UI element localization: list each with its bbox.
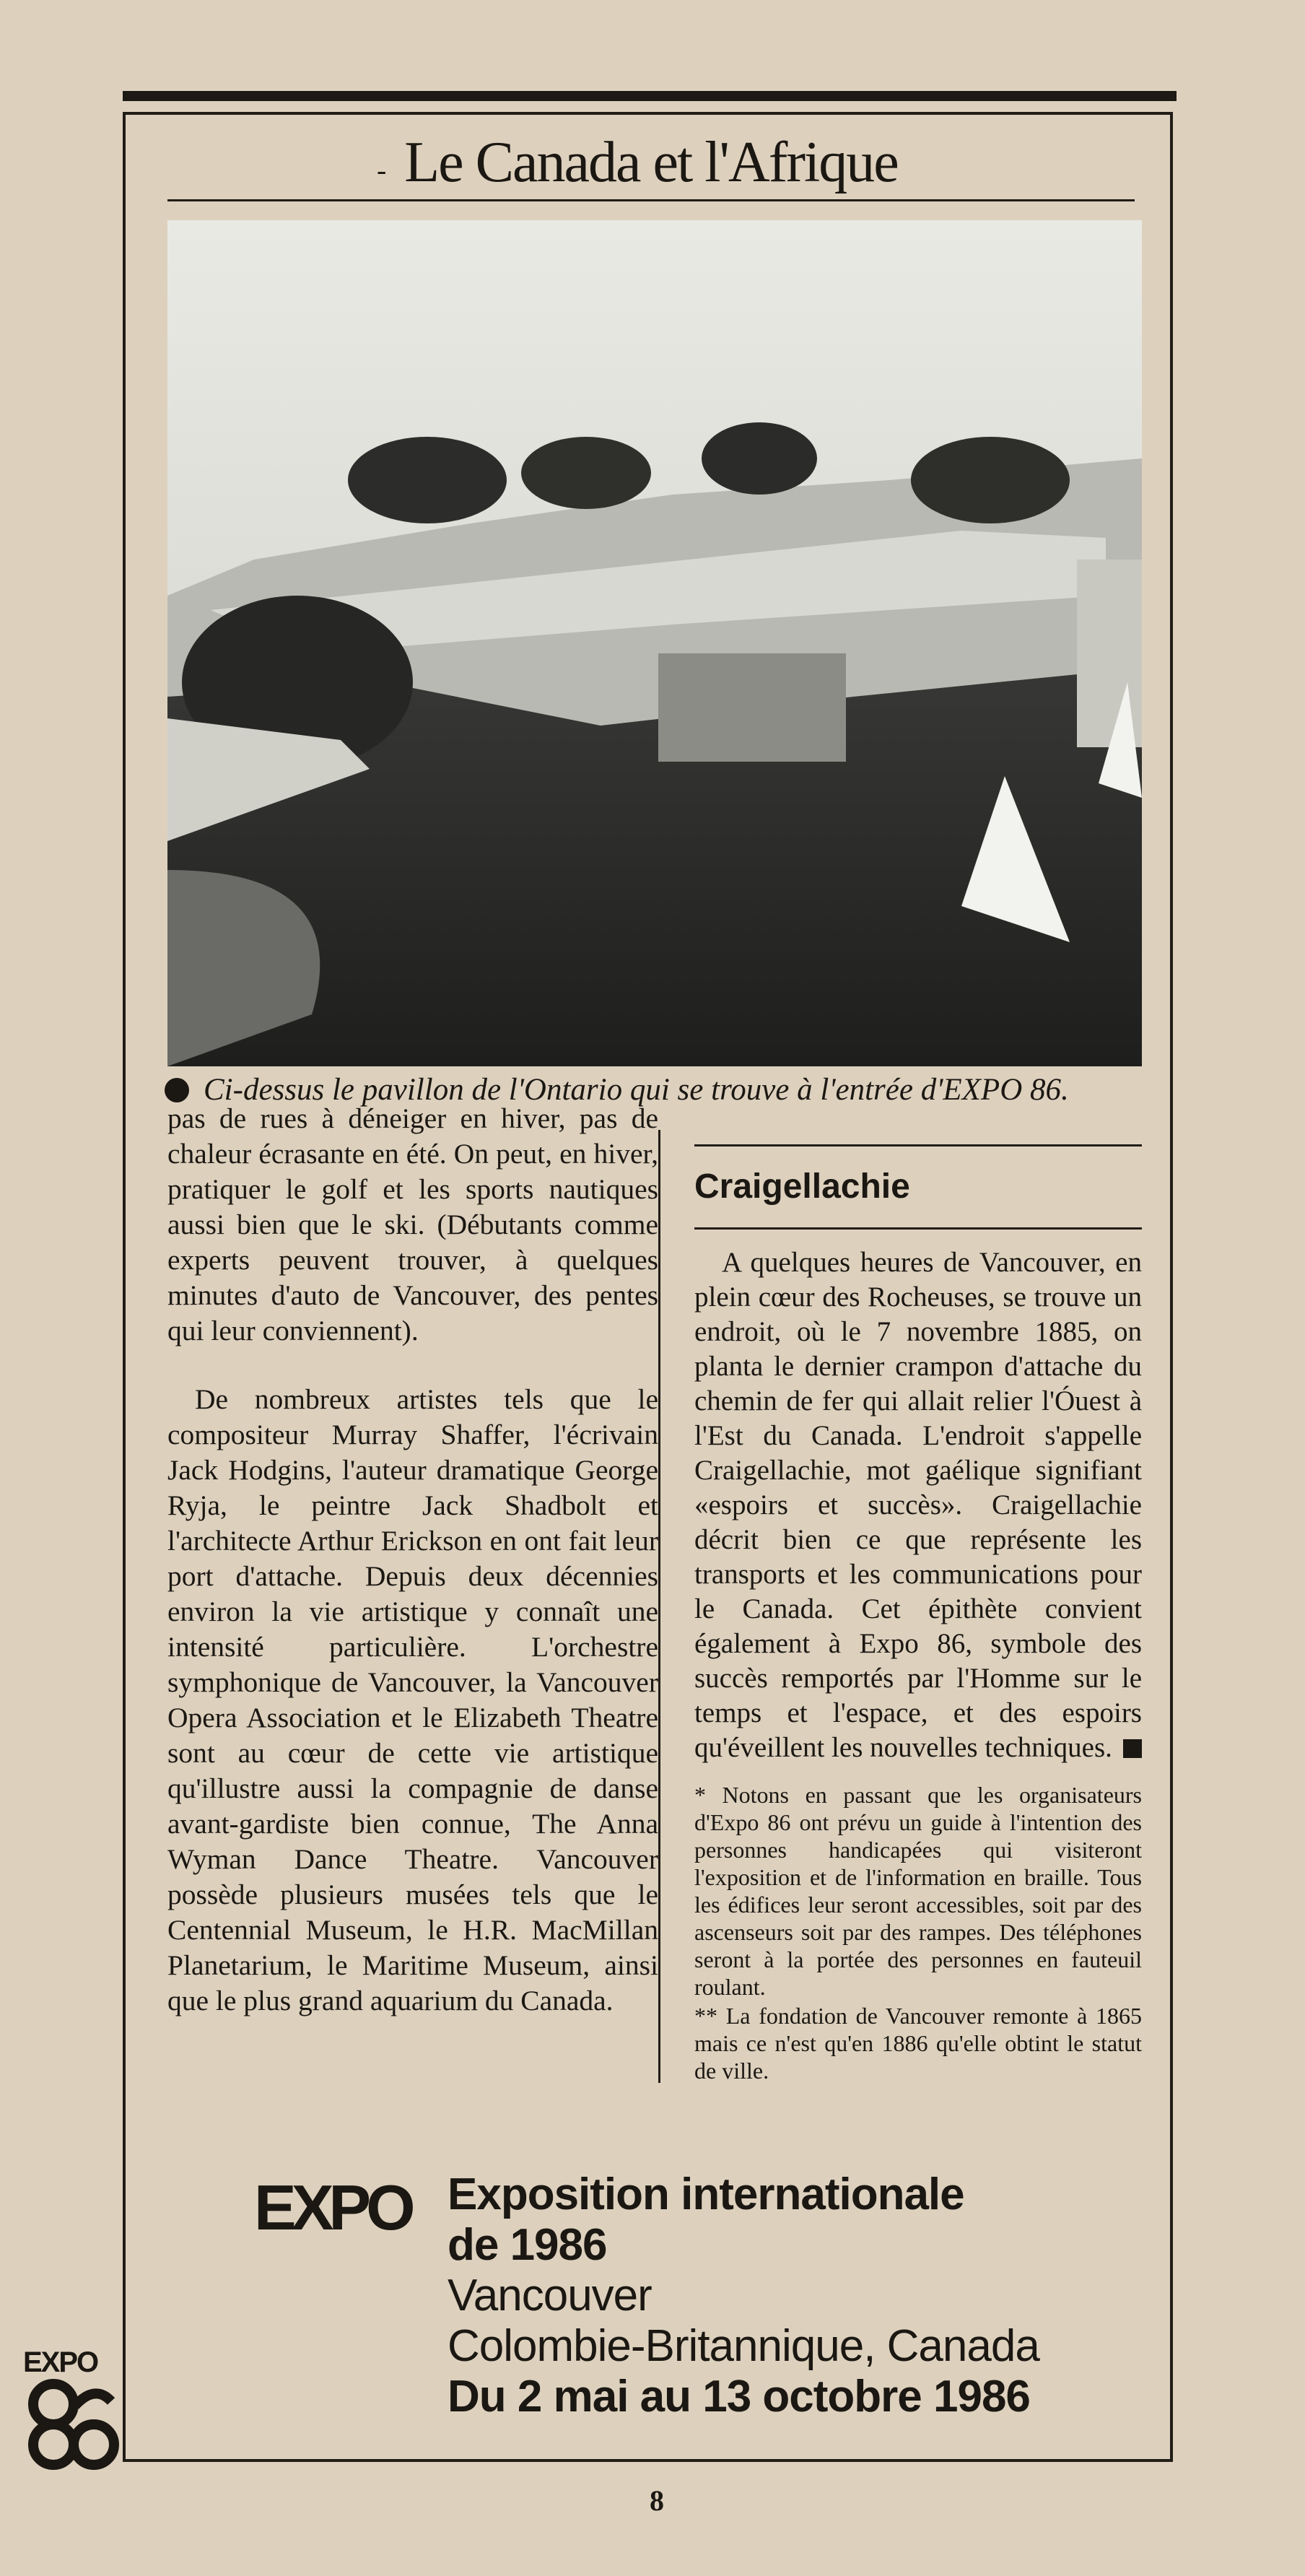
left-paragraph-2: De nombreux artistes tels que le compositeur Murray Shaffer, l'écrivain Jack Hodgins, l'auteur dramatique George Ryja, le peintre Jack Shadbolt et l'architecte Arthur Erickson en ont fait leur port d'attache. Depuis deux décennies environ la vie artistique y connaît une intensité particulière. L'orchestre symphonique de Vancouver, la Vancouver Opera Association et le Elizabeth Theatre sont au cœur de cette vie artistique qu'illustre aussi la compagnie de danse avant-gardiste bien connue, The Anna Wyman Dance Theatre. Vancouver possède plusieurs musées tels que le Centennial Museum, le H.R. MacMillan Planetarium, le Maritime Museum, ainsi que le plus grand aquarium du Canada. [167,1383,658,2016]
page-number: 8 [650,2484,664,2517]
footnotes [694,1781,1142,2084]
expo86-side-logo [23,2348,124,2478]
expo-line-1: Exposition internationale [448,2170,964,2219]
sidebar-title-rule [694,1227,1142,1230]
top-rule [123,91,1177,101]
expo-logo: EXPO [254,2172,411,2243]
pavilion-photo [167,220,1142,1066]
left-column [167,1101,658,2090]
footnote-2: ** La fondation de Vancouver remonte à 1865 mais ce n'est qu'en 1886 qu'elle obtint le statut de ville. [694,2003,1142,2084]
sidebar-top-rule [694,1144,1142,1146]
side-logo-text: EXPO [23,2346,98,2378]
sidebar-body [694,1245,1142,1765]
bullet-icon [165,1078,189,1102]
expo-line-2: de 1986 [448,2220,607,2270]
caption-text: Ci-dessus le pavillon de l'Ontario qui se trouve à l'entrée d'EXPO 86. [204,1073,1069,1107]
expo86-emblem-icon [23,2377,124,2471]
header-dash: - [377,154,387,186]
sidebar-title: Craigellachie [694,1167,910,1206]
column-divider [658,1130,660,2083]
sidebar-body-text: A quelques heures de Vancouver, en plein cœur des Rocheuses, se trouve un endroit, où le 7 novembre 1885, on planta le dernier crampon d'attache du chemin de fer qui allait relier l'Óuest à l'Est du Canada. L'endroit s'appelle Craigellachie, mot gaélique signifiant «espoirs et succès». Craigellachie décrit bien ce que représente les transports et les communications pour le Canada. Cet épithète convient également à Expo 86, symbole des succès remportés par l'Homme sur le temps et l'espace, et des espoirs qu'éveillent les nouvelles techniques. [694,1247,1142,1763]
page-title: Le Canada et l'Afrique [404,131,898,194]
end-mark-icon [1123,1739,1142,1758]
section-header [167,123,1135,201]
right-column [694,1144,1142,2097]
expo-line-5: Du 2 mai au 13 octobre 1986 [448,2372,1030,2421]
expo-line-3: Vancouver [448,2271,652,2320]
expo-line-4: Colombie-Britannique, Canada [448,2321,1039,2371]
left-paragraph-1: pas de rues à déneiger en hiver, pas de chaleur écrasante en été. On peut, en hiver, pratiquer le golf et les sports nautiques aussi bien que le ski. (Débutants comme experts peuvent trouver, à quelques minutes d'auto de Vancouver, des pentes qui leur conviennent). [167,1102,658,1346]
footnote-1: * Notons en passant que les organisateurs d'Expo 86 ont prévu un guide à l'intention des personnes handicapées qui visiteront l'exposition et de l'information en braille. Tous les édifices leur seront accessibles, soit par des ascenseurs soit par des rampes. Des téléphones seront à la portée des personnes en fauteuil roulant. [694,1782,1142,2000]
expo-info [448,2170,1169,2429]
pavilion-photo-illustration [167,220,1142,1066]
